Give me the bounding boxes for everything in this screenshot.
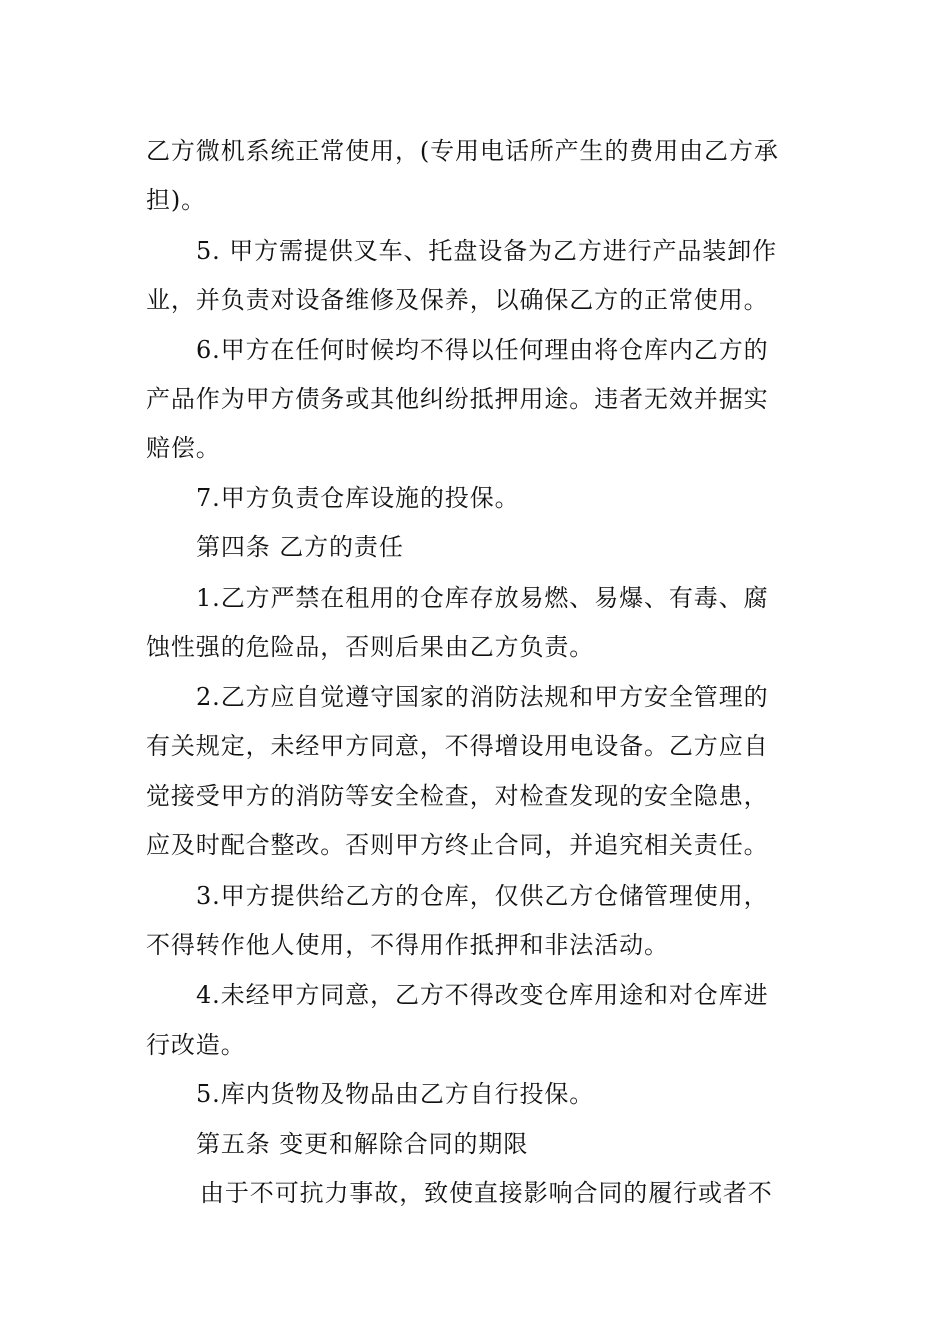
text-line: 不得转作他人使用，不得用作抵押和非法活动。 bbox=[146, 931, 669, 959]
text-line: 4.未经甲方同意，乙方不得改变仓库用途和对仓库进 bbox=[196, 981, 769, 1009]
text-line: 赔偿。 bbox=[146, 434, 221, 462]
text-line: 觉接受甲方的消防等安全检查，对检查发现的安全隐患， bbox=[146, 782, 769, 810]
section-heading: 第五条 变更和解除合同的期限 bbox=[196, 1130, 529, 1158]
text-line: 7.甲方负责仓库设施的投保。 bbox=[196, 484, 520, 512]
text-line: 产品作为甲方债务或其他纠纷抵押用途。违者无效并据实 bbox=[146, 385, 769, 413]
text-line: 担)。 bbox=[146, 186, 207, 214]
text-line: 业，并负责对设备维修及保养，以确保乙方的正常使用。 bbox=[146, 286, 769, 314]
text-line: 5.库内货物及物品由乙方自行投保。 bbox=[196, 1080, 595, 1108]
text-line: 蚀性强的危险品，否则后果由乙方负责。 bbox=[146, 633, 595, 661]
text-line: 2.乙方应自觉遵守国家的消防法规和甲方安全管理的 bbox=[196, 683, 769, 711]
section-heading: 第四条 乙方的责任 bbox=[196, 533, 404, 561]
text-line: 1.乙方严禁在租用的仓库存放易燃、易爆、有毒、腐 bbox=[196, 584, 769, 612]
text-line: 3.甲方提供给乙方的仓库，仅供乙方仓储管理使用， bbox=[196, 882, 769, 910]
text-line: 应及时配合整改。否则甲方终止合同，并追究相关责任。 bbox=[146, 831, 769, 859]
text-line: 6.甲方在任何时候均不得以任何理由将仓库内乙方的 bbox=[196, 336, 769, 364]
text-line: 行改造。 bbox=[146, 1031, 246, 1059]
text-line: 乙方微机系统正常使用，(专用电话所产生的费用由乙方承 bbox=[146, 137, 779, 165]
text-line: 由于不可抗力事故，致使直接影响合同的履行或者不 bbox=[200, 1179, 773, 1207]
text-line: 有关规定，未经甲方同意，不得增设用电设备。乙方应自 bbox=[146, 732, 769, 760]
text-line: 5. 甲方需提供叉车、托盘设备为乙方进行产品装卸作 bbox=[196, 237, 778, 265]
